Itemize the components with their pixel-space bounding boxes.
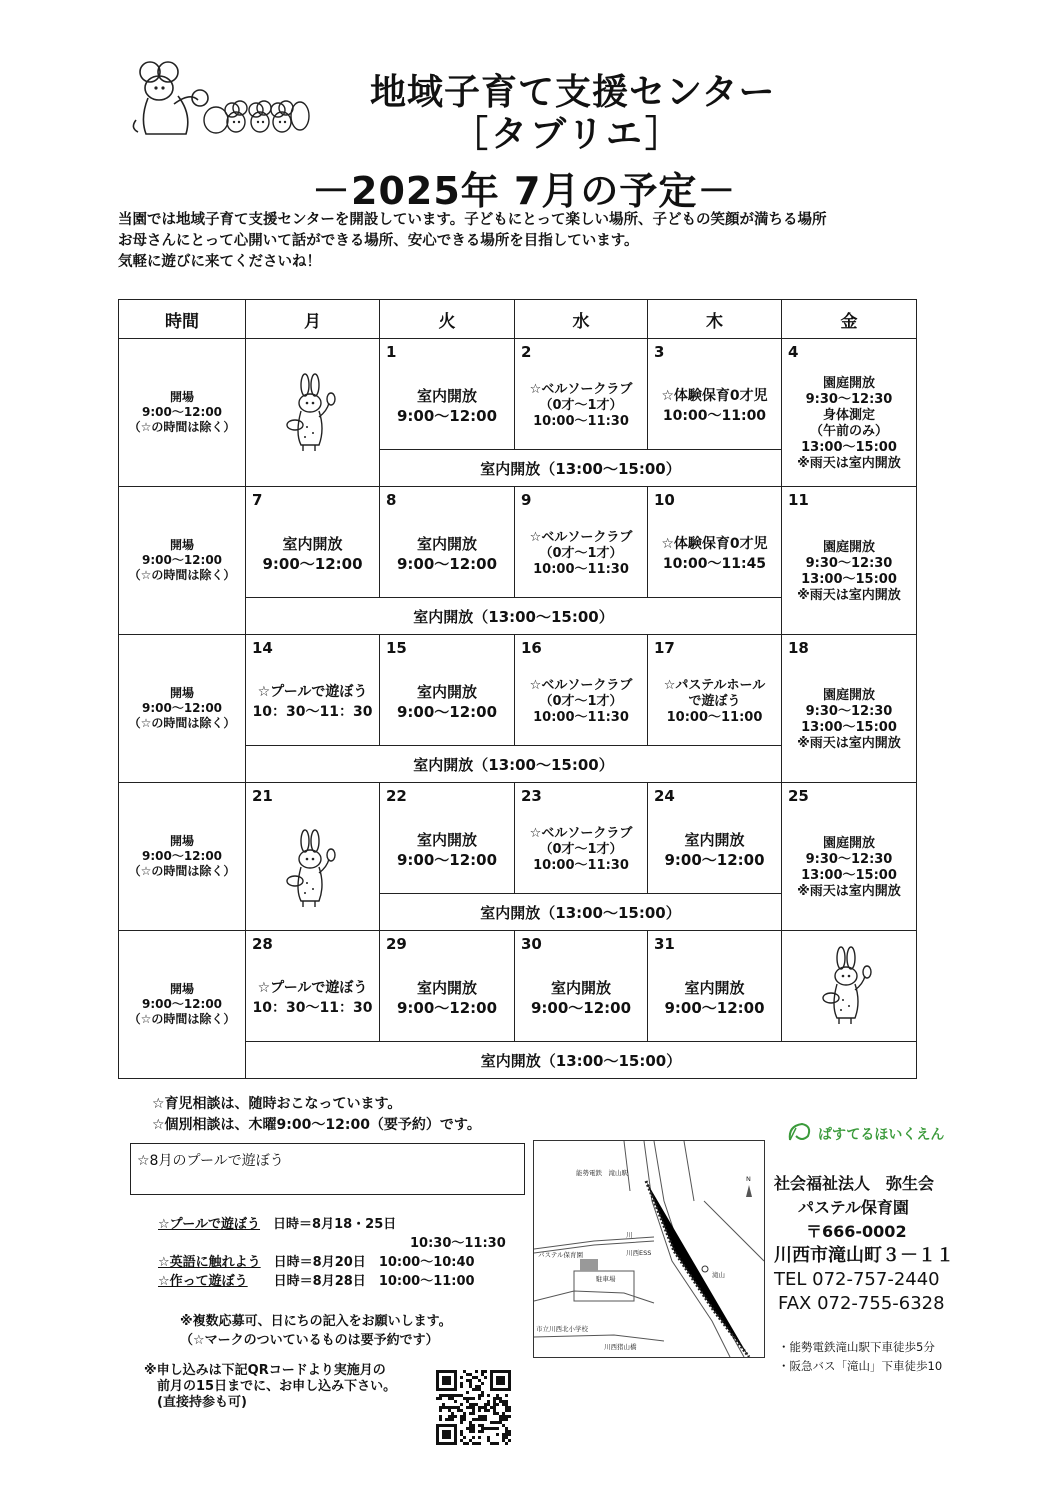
event-line: ※雨天は室内開放 bbox=[797, 735, 901, 751]
time-cell bbox=[119, 931, 246, 1079]
multi-line: ※複数応募可、日にちの記入をお願いします。 bbox=[180, 1314, 452, 1329]
map-label-north: N bbox=[746, 1175, 751, 1183]
day-cell bbox=[246, 339, 380, 487]
day-number: 16 bbox=[521, 639, 542, 657]
day-number: 30 bbox=[521, 935, 542, 953]
day-event bbox=[380, 663, 514, 741]
intro-line: 気軽に遊びに来てくださいね！ bbox=[118, 254, 321, 270]
rabbit-illustration bbox=[246, 811, 379, 926]
time-label-line: （☆の時間は除く） bbox=[128, 1012, 236, 1026]
calendar-table bbox=[118, 299, 917, 1079]
school-marker bbox=[580, 1259, 598, 1271]
event-line: （0才～1才） bbox=[539, 842, 623, 857]
day-event bbox=[648, 959, 781, 1037]
time-label-line: （☆の時間は除く） bbox=[128, 420, 236, 434]
header-time: 時間 bbox=[119, 300, 246, 339]
event-line: 13:00～15:00 bbox=[801, 571, 897, 587]
day-cell bbox=[648, 931, 782, 1042]
event-line: 9:00～12:00 bbox=[396, 555, 498, 573]
event-line: （0才～1才） bbox=[539, 694, 623, 709]
time-label-line: 9:00～12:00 bbox=[141, 701, 223, 715]
event-line: 13:00～15:00 bbox=[801, 439, 897, 455]
map-label-school: パステル保育園 bbox=[538, 1251, 584, 1259]
rabbit-illustration bbox=[782, 931, 916, 1041]
day-event bbox=[782, 811, 916, 924]
week-row bbox=[119, 783, 917, 894]
event-time: 10:00～11:00 bbox=[378, 1274, 475, 1289]
time-cell bbox=[119, 339, 246, 487]
event-line: 室内開放 bbox=[282, 535, 343, 553]
apply-line: (直接持参も可) bbox=[144, 1395, 247, 1410]
map-label-elementary: 市立川西北小学校 bbox=[536, 1325, 588, 1333]
event-line: 13:00～15:00 bbox=[801, 867, 897, 883]
event-line: 9:00～12:00 bbox=[396, 999, 498, 1017]
day-cell bbox=[380, 339, 515, 450]
day-number: 25 bbox=[788, 787, 809, 805]
event-line: ☆ベルソークラブ bbox=[529, 678, 633, 693]
day-cell bbox=[246, 635, 380, 746]
event-line: 10：30～11：30 bbox=[252, 1000, 373, 1016]
day-event bbox=[380, 811, 514, 889]
event-line: 9:30～12:30 bbox=[805, 703, 893, 719]
access-line: ・能勢電鉄滝山駅下車徒歩5分 bbox=[778, 1340, 935, 1354]
schedule-title: －2025年 7月の予定－ bbox=[312, 169, 737, 213]
event-line: 9:30～12:30 bbox=[805, 851, 893, 867]
event-line: ☆ベルソークラブ bbox=[529, 826, 633, 841]
event-line: 10:00～11:00 bbox=[662, 408, 767, 424]
event-time: 10:00～10:40 bbox=[378, 1255, 475, 1270]
event-line: 園庭開放 bbox=[822, 539, 875, 555]
event-row bbox=[158, 1272, 506, 1291]
bus-stop-icon bbox=[702, 1266, 708, 1272]
day-number: 3 bbox=[654, 343, 665, 361]
multi-line: （☆マークのついているものは要予約です） bbox=[180, 1333, 439, 1348]
day-cell bbox=[246, 487, 380, 598]
map-label-road: 川西ESS bbox=[626, 1249, 652, 1257]
apply-note bbox=[144, 1363, 396, 1411]
event-line: （午前のみ） bbox=[809, 423, 888, 439]
event-line: 10:00～11:30 bbox=[533, 858, 629, 873]
day-number: 18 bbox=[788, 639, 809, 657]
event-line: （0才～1才） bbox=[539, 398, 623, 413]
event-line: 9:00～12:00 bbox=[262, 555, 363, 573]
event-time: 10:30～11:30 bbox=[410, 1236, 506, 1251]
event-line: ☆プールで遊ぼう bbox=[257, 684, 368, 700]
intro-text bbox=[118, 210, 826, 273]
header-thu: 木 bbox=[648, 300, 782, 339]
day-cell bbox=[246, 931, 380, 1042]
afternoon-open-cell: 室内開放（13:00～15:00） bbox=[380, 894, 782, 931]
week-row bbox=[119, 339, 917, 450]
event-line: 10：30～11：30 bbox=[252, 704, 373, 720]
event-date: 日時＝8月20日 bbox=[273, 1255, 366, 1270]
org-tel: TEL 072-757-2440 bbox=[774, 1269, 940, 1290]
time-label-line: 9:00～12:00 bbox=[141, 849, 223, 863]
qr-code[interactable] bbox=[436, 1370, 512, 1446]
event-line: ☆ベルソークラブ bbox=[529, 530, 633, 545]
organization-info bbox=[774, 1172, 954, 1316]
event-line: 室内開放 bbox=[416, 831, 477, 849]
event-name: ☆作って遊ぼう bbox=[158, 1274, 248, 1289]
intro-line: 当園では地域子育て支援センターを開設しています。子どもにとって楽しい場所、子どもの笑顔が満ちる場所 bbox=[118, 212, 827, 228]
afternoon-open-cell: 室内開放（13:00～15:00） bbox=[246, 1042, 917, 1079]
day-number: 11 bbox=[788, 491, 809, 509]
time-label-line: （☆の時間は除く） bbox=[128, 568, 236, 582]
day-event bbox=[380, 515, 514, 593]
day-number: 29 bbox=[386, 935, 407, 953]
page-subtitle: ［タブリエ］ bbox=[452, 114, 684, 155]
day-event bbox=[648, 663, 781, 741]
event-line: 10:00～11:30 bbox=[533, 414, 629, 429]
event-line: 園庭開放 bbox=[822, 687, 875, 703]
day-event bbox=[648, 367, 781, 445]
event-line: 10:00～11:45 bbox=[662, 556, 767, 572]
day-cell bbox=[246, 783, 380, 931]
intro-line: お母さんにとって心開いて話ができる場所、安心できる場所を目指しています。 bbox=[118, 233, 639, 249]
mouse-family-illustration bbox=[128, 58, 310, 138]
event-line: 室内開放 bbox=[416, 979, 477, 997]
event-line: 9:00～12:00 bbox=[396, 703, 498, 721]
event-line: 9:00～12:00 bbox=[664, 851, 765, 869]
event-line: 9:30～12:30 bbox=[805, 555, 893, 571]
org-name: 社会福祉法人 弥生会 bbox=[774, 1174, 935, 1193]
day-cell bbox=[515, 931, 648, 1042]
event-line: 園庭開放 bbox=[822, 835, 875, 851]
week-row bbox=[119, 635, 917, 746]
event-line: 室内開放 bbox=[684, 831, 745, 849]
time-label-line: 開場 bbox=[169, 686, 194, 700]
time-cell bbox=[119, 487, 246, 635]
header-fri: 金 bbox=[782, 300, 917, 339]
consultation-notes bbox=[152, 1094, 481, 1136]
time-label-line: 開場 bbox=[169, 982, 194, 996]
event-row bbox=[158, 1253, 506, 1272]
event-line: 9:00～12:00 bbox=[664, 999, 765, 1017]
day-number: 4 bbox=[788, 343, 799, 361]
map-label-takiyama: 滝山 bbox=[712, 1271, 725, 1279]
apply-line: 前月の15日までに、お申し込み下さい。 bbox=[144, 1379, 397, 1394]
day-event bbox=[515, 663, 647, 741]
day-number: 2 bbox=[521, 343, 532, 361]
week-row bbox=[119, 931, 917, 1042]
org-school: パステル保育園 bbox=[798, 1198, 909, 1217]
day-number: 22 bbox=[386, 787, 407, 805]
week-row bbox=[119, 487, 917, 598]
day-event bbox=[246, 663, 379, 741]
day-number: 14 bbox=[252, 639, 273, 657]
time-label-line: 開場 bbox=[169, 538, 194, 552]
access-map bbox=[533, 1140, 765, 1358]
org-fax: FAX 072-755-6328 bbox=[778, 1293, 945, 1314]
day-cell bbox=[648, 783, 782, 894]
day-event bbox=[246, 515, 379, 593]
day-cell bbox=[380, 635, 515, 746]
event-line: 室内開放 bbox=[550, 979, 611, 997]
time-label-line: 9:00～12:00 bbox=[141, 997, 223, 1011]
map-label-parking: 駐車場 bbox=[596, 1275, 616, 1283]
access-info bbox=[778, 1338, 942, 1376]
day-cell bbox=[648, 635, 782, 746]
day-number: 31 bbox=[654, 935, 675, 953]
event-line: （0才～1才） bbox=[539, 546, 623, 561]
map-label-station: 能勢電鉄 滝山駅 bbox=[576, 1169, 628, 1177]
day-cell bbox=[380, 487, 515, 598]
day-cell bbox=[515, 783, 648, 894]
day-number: 17 bbox=[654, 639, 675, 657]
event-line: 室内開放 bbox=[684, 979, 745, 997]
event-date: 日時＝8月28日 bbox=[273, 1274, 366, 1289]
day-event bbox=[246, 959, 379, 1037]
event-line: ☆プールで遊ぼう bbox=[257, 980, 368, 996]
apply-line: ※申し込みは下記QRコードより実施月の bbox=[144, 1363, 386, 1378]
event-line: 室内開放 bbox=[416, 683, 477, 701]
day-cell bbox=[515, 339, 648, 450]
event-line: ☆体験保育0才児 bbox=[661, 388, 768, 404]
day-number: 10 bbox=[654, 491, 675, 509]
north-arrow-icon bbox=[746, 1185, 752, 1197]
day-cell bbox=[380, 931, 515, 1042]
day-number: 23 bbox=[521, 787, 542, 805]
day-event bbox=[515, 515, 647, 593]
day-event bbox=[380, 959, 514, 1037]
rabbit-illustration bbox=[246, 339, 379, 486]
map-label-river: 川 bbox=[626, 1231, 633, 1239]
time-cell bbox=[119, 783, 246, 931]
note-line: ☆育児相談は、随時おこなっています。 bbox=[152, 1096, 402, 1112]
day-event bbox=[380, 367, 514, 445]
event-line: 室内開放 bbox=[416, 387, 477, 405]
day-event bbox=[515, 811, 647, 889]
note-line: ☆個別相談は、木曜9:00～12:00（要予約）です。 bbox=[152, 1117, 481, 1133]
school-logo-text: ぱすてるほいくえん bbox=[818, 1127, 945, 1143]
time-label-line: 開場 bbox=[169, 834, 194, 848]
day-cell bbox=[648, 487, 782, 598]
day-number: 7 bbox=[252, 491, 263, 509]
header-tue: 火 bbox=[380, 300, 515, 339]
day-number: 8 bbox=[386, 491, 397, 509]
event-line: ☆パステルホール bbox=[663, 678, 766, 693]
day-number: 24 bbox=[654, 787, 675, 805]
event-name: ☆プールで遊ぼう bbox=[158, 1217, 261, 1232]
event-row bbox=[158, 1234, 506, 1253]
access-line: ・阪急バス「滝山」下車徒歩10 bbox=[778, 1359, 943, 1373]
day-event bbox=[782, 663, 916, 776]
day-cell bbox=[648, 339, 782, 450]
header-mon: 月 bbox=[246, 300, 380, 339]
day-number: 21 bbox=[252, 787, 273, 805]
time-cell bbox=[119, 635, 246, 783]
event-line: 9:30～12:30 bbox=[805, 391, 893, 407]
august-pool-box: ☆8月のプールで遊ぼう bbox=[130, 1143, 525, 1195]
time-label-line: 9:00～12:00 bbox=[141, 405, 223, 419]
event-line: 10:00～11:30 bbox=[533, 710, 629, 725]
afternoon-open-cell: 室内開放（13:00～15:00） bbox=[246, 746, 782, 783]
org-address: 川西市滝山町３－１１ bbox=[774, 1245, 954, 1266]
day-number: 28 bbox=[252, 935, 273, 953]
event-line: 9:00～12:00 bbox=[396, 407, 498, 425]
event-name: ☆英語に触れよう bbox=[158, 1255, 261, 1270]
event-line: 10:00～11:30 bbox=[533, 562, 629, 577]
august-events bbox=[158, 1215, 506, 1291]
event-line: 園庭開放 bbox=[822, 375, 875, 391]
event-line: 9:00～12:00 bbox=[396, 851, 498, 869]
event-date: 日時＝8月18・25日 bbox=[273, 1217, 397, 1232]
event-line: 10:00～11:00 bbox=[666, 710, 763, 725]
event-line: ※雨天は室内開放 bbox=[797, 587, 901, 603]
event-line: で遊ぼう bbox=[688, 694, 741, 709]
time-label-line: （☆の時間は除く） bbox=[128, 716, 236, 730]
event-line: 9:00～12:00 bbox=[530, 999, 632, 1017]
page-title: 地域子育て支援センター bbox=[370, 72, 776, 113]
event-line: 室内開放 bbox=[416, 535, 477, 553]
day-number: 1 bbox=[386, 343, 397, 361]
friday-cell bbox=[782, 339, 917, 487]
event-line: ☆ベルソークラブ bbox=[529, 382, 633, 397]
event-line: ※雨天は室内開放 bbox=[797, 455, 901, 471]
friday-cell bbox=[782, 487, 917, 635]
day-event bbox=[648, 811, 781, 889]
day-event bbox=[648, 515, 781, 593]
event-line: 13:00～15:00 bbox=[801, 719, 897, 735]
day-number: 15 bbox=[386, 639, 407, 657]
time-label-line: 開場 bbox=[169, 390, 194, 404]
day-event bbox=[782, 367, 916, 480]
time-label-line: 9:00～12:00 bbox=[141, 553, 223, 567]
friday-cell bbox=[782, 635, 917, 783]
event-line: ☆体験保育0才児 bbox=[661, 536, 768, 552]
event-row bbox=[158, 1215, 506, 1234]
afternoon-open-cell: 室内開放（13:00～15:00） bbox=[246, 598, 782, 635]
org-zip: 〒666-0002 bbox=[806, 1222, 907, 1241]
day-cell bbox=[515, 487, 648, 598]
event-line: 身体測定 bbox=[822, 407, 875, 423]
day-number: 9 bbox=[521, 491, 532, 509]
afternoon-open-cell: 室内開放（13:00～15:00） bbox=[380, 450, 782, 487]
day-cell bbox=[515, 635, 648, 746]
friday-cell bbox=[782, 931, 917, 1042]
header-wed: 水 bbox=[515, 300, 648, 339]
multi-apply-note bbox=[180, 1312, 452, 1350]
friday-cell bbox=[782, 783, 917, 931]
day-cell bbox=[380, 783, 515, 894]
day-event bbox=[782, 515, 916, 628]
day-event bbox=[515, 959, 647, 1037]
time-label-line: （☆の時間は除く） bbox=[128, 864, 236, 878]
day-event bbox=[515, 367, 647, 445]
map-label-stop: 川西猪山橋 bbox=[604, 1343, 637, 1351]
event-line: ※雨天は室内開放 bbox=[797, 883, 901, 899]
leaf-logo-icon bbox=[786, 1120, 816, 1144]
calendar-header-row bbox=[119, 300, 917, 339]
